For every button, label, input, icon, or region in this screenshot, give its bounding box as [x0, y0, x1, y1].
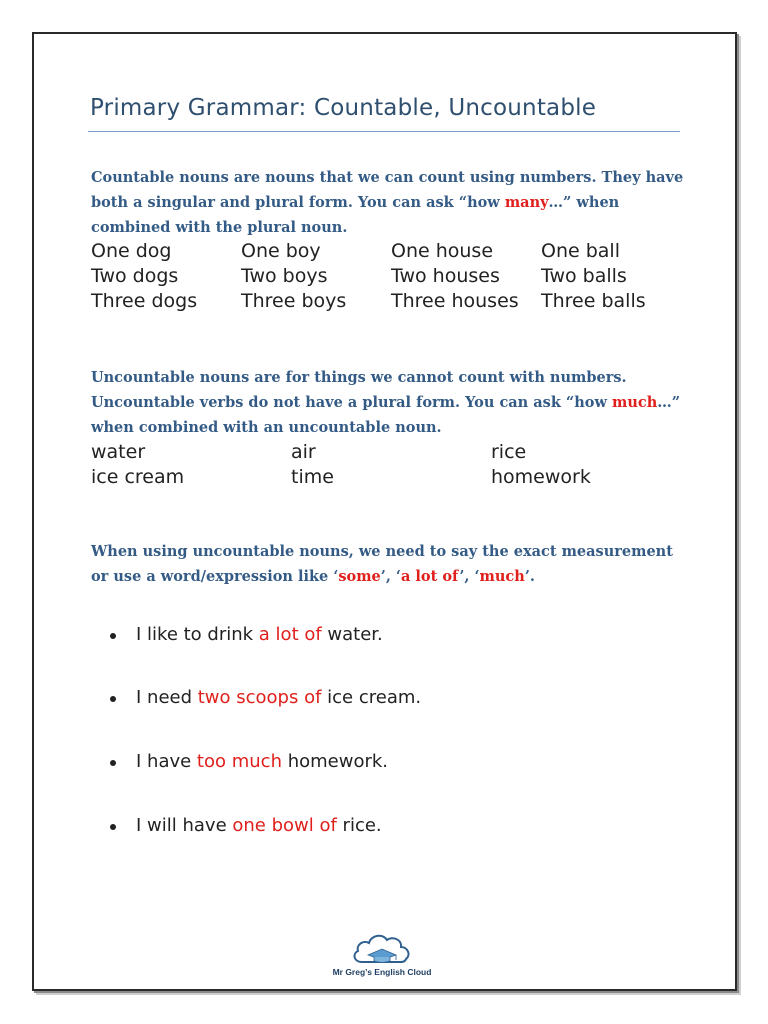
example-highlight: too much [196, 751, 282, 772]
example-text: I need [136, 687, 198, 708]
example-sentence [136, 815, 382, 836]
countable-noun: One boy [241, 240, 321, 262]
countable-noun: Three dogs [91, 290, 198, 312]
logo-text: Mr Greg’s English Cloud [332, 967, 432, 977]
measurement-intro [91, 539, 691, 589]
example-highlight: one bowl of [232, 815, 337, 836]
countable-noun: Three boys [241, 290, 347, 312]
example-text: homework. [281, 751, 389, 772]
example-highlight: two scoops of [197, 687, 322, 708]
uncountable-intro [91, 365, 691, 440]
measurement-intro-text-1: When using uncountable nouns, we need to say the exact measurement or use a word/expression like ‘ [91, 543, 673, 585]
countable-noun: Two boys [241, 265, 328, 287]
example-text: I have [136, 751, 197, 772]
title-underline [88, 131, 680, 132]
countable-highlight: many [504, 194, 549, 211]
measurement-intro-text-2: ’. [524, 568, 535, 585]
countable-noun: Two balls [541, 265, 627, 287]
bullet-icon [110, 696, 116, 702]
example-text: ice cream. [321, 687, 422, 708]
uncountable-noun: time [291, 466, 334, 488]
example-text: I like to drink [136, 624, 259, 645]
example-text: I will have [136, 815, 233, 836]
uncountable-noun: water [91, 441, 146, 463]
uncountable-noun: air [291, 441, 316, 463]
countable-intro [91, 165, 691, 240]
example-sentence [136, 687, 421, 708]
bullet-icon [110, 633, 116, 639]
measurement-word-much: much [479, 568, 525, 585]
countable-noun: Two dogs [91, 265, 179, 287]
uncountable-noun: rice [491, 441, 527, 463]
countable-noun: Two houses [391, 265, 500, 287]
cloud-graduation-cap-icon [332, 922, 432, 968]
countable-intro-text-2: …” when combined with the plural noun. [91, 194, 620, 236]
measurement-word-some: some [338, 568, 381, 585]
countable-noun: One dog [91, 240, 172, 262]
uncountable-highlight: much [612, 394, 658, 411]
measurement-sep-1: ’, ‘ [380, 568, 401, 585]
example-sentence [136, 624, 383, 645]
uncountable-noun: ice cream [91, 466, 185, 488]
bullet-icon [110, 824, 116, 830]
example-highlight: a lot of [258, 624, 322, 645]
measurement-sep-2: ’, ‘ [459, 568, 480, 585]
countable-noun: Three houses [391, 290, 519, 312]
example-text: rice. [336, 815, 382, 836]
countable-noun: One ball [541, 240, 620, 262]
page-title: Primary Grammar: Countable, Uncountable [90, 95, 597, 121]
countable-noun: Three balls [541, 290, 646, 312]
countable-noun: One house [391, 240, 494, 262]
countable-intro-text-1: Countable nouns are nouns that we can count using numbers. They have both a singular and plural form. You can ask “how [91, 169, 684, 211]
uncountable-intro-text-1: Uncountable nouns are for things we cannot count with numbers. Uncountable verbs do not have a plural form. You can ask “how [91, 369, 627, 411]
bullet-icon [110, 760, 116, 766]
uncountable-noun: homework [491, 466, 591, 488]
example-sentence [136, 751, 388, 772]
footer-logo [332, 922, 432, 982]
uncountable-intro-text-2: …” when combined with an uncountable noun. [91, 394, 681, 436]
measurement-word-a-lot-of: a lot of [400, 568, 460, 585]
example-text: water. [321, 624, 383, 645]
